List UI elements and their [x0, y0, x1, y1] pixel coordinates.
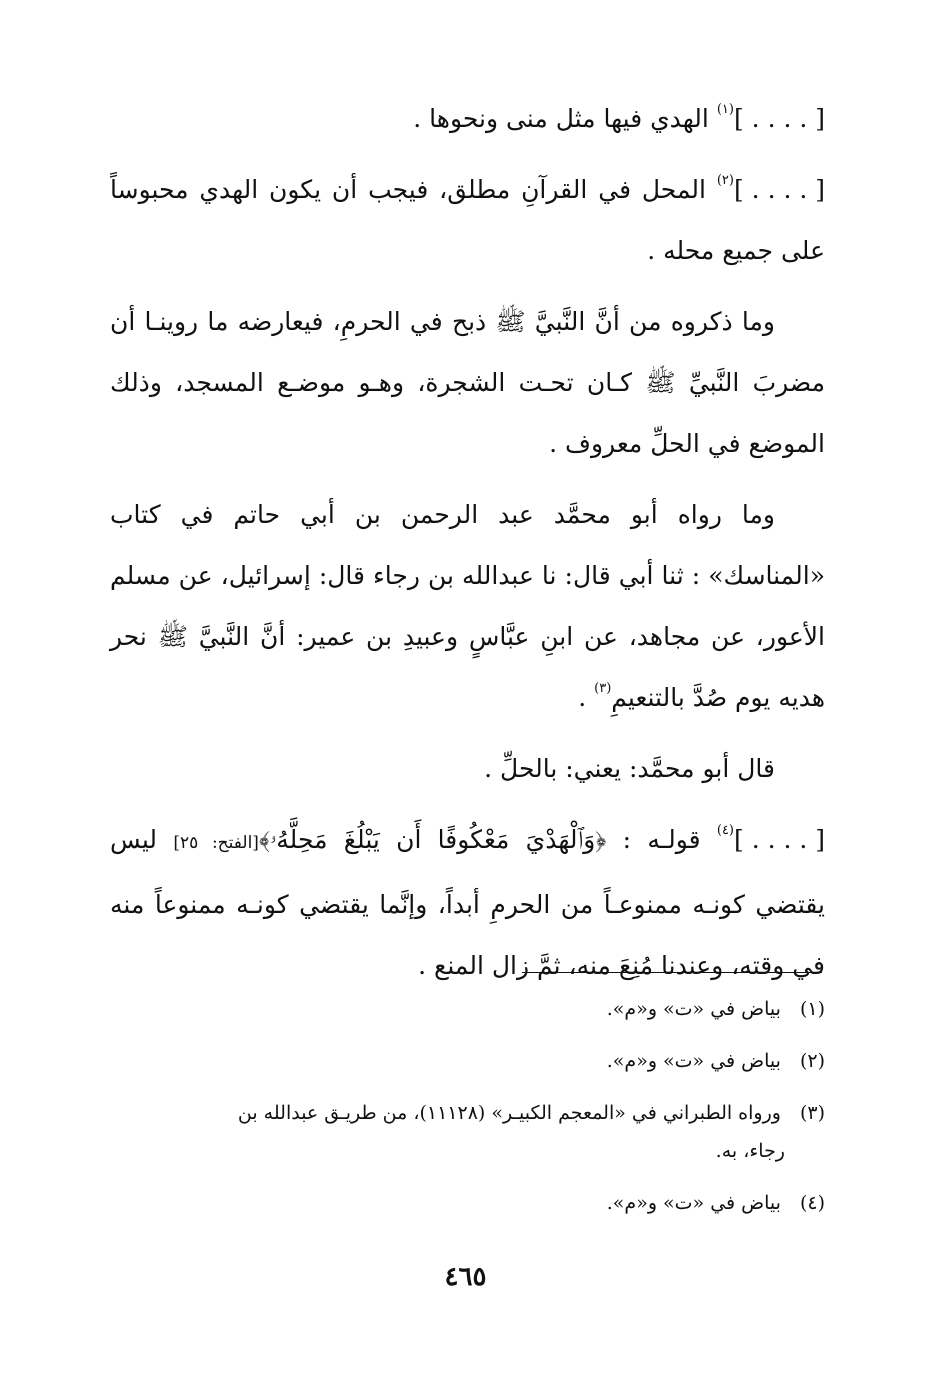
- paragraph-1: [110, 88, 825, 149]
- footnote-divider: [522, 972, 822, 973]
- paragraph-text: قال أبو محمَّد: يعني: بالحلِّ .: [484, 754, 775, 783]
- paragraph-text: ليس يقتضي كونـه ممنوعـاً من الحرمِ أبداً، وإنَّما يقتضي كونـه ممنوعاً منه في وقته، وعندنا مُنِعَ منه، ثمَّ زال المنع .: [110, 825, 825, 980]
- page-body: [110, 88, 825, 1006]
- paragraph-2: [110, 159, 825, 281]
- footnote-continuation: رجاء، به.: [715, 1140, 785, 1162]
- footnote-text: بياض في «ت» و«م».: [606, 1192, 781, 1214]
- footnote-number: (٤): [799, 1192, 825, 1214]
- paragraph-text: المحل في القرآنِ مطلق، فيجب أن يكون الهدي محبوساً على جميع محله .: [110, 175, 825, 265]
- paragraph-5: [110, 738, 825, 799]
- footnote-number: (٢): [799, 1050, 825, 1072]
- footnote-text: بياض في «ت» و«م».: [606, 998, 781, 1020]
- footnote-ref-4[interactable]: (٤): [716, 823, 734, 838]
- paragraph-text: وما ذكروه من أنَّ النَّبيَّ ﷺ ذبح في الحرمِ، فيعارضه ما روينـا أن مضربَ النَّبيِّ ﷺ كـان تحـت الشجرة، وهـو موضـع المسجد، وذلك الموضع في الحلِّ معروف .: [110, 307, 825, 458]
- page-number: ٤٦٥: [444, 1262, 487, 1292]
- lacuna-marker: [ . . . . ]: [733, 175, 825, 204]
- paragraph-6: [110, 809, 825, 996]
- paragraph-text: وما رواه أبو محمَّد عبد الرحمن بن أبي حاتم في كتاب «المناسك» : ثنا أبي قال: نا عبدالله بن رجاء قال: إسرائيل، عن مسلم الأعور، عن مجاهد، عن ابنِ عبَّاسٍ وعبيدِ بن عمير: أنَّ النَّبيَّ ﷺ نحر هديه يوم صُدَّ بالتنعيمِ: [110, 500, 825, 712]
- footnote-ref-1[interactable]: (١): [716, 102, 734, 117]
- footnote-ref-3[interactable]: (٣): [594, 681, 612, 696]
- footnote-text: ورواه الطبراني في «المعجم الكبيـر» (١١١٢٨)، من طريـق عبدالله بن: [237, 1102, 781, 1124]
- paragraph-text: الهدي فيها مثل منى ونحوها .: [413, 104, 709, 133]
- footnotes: [110, 990, 825, 1236]
- footnote-number: (٣): [799, 1102, 825, 1124]
- footnote-2: [110, 1042, 825, 1080]
- footnote-4: [110, 1184, 825, 1222]
- paragraph-4: [110, 484, 825, 728]
- lacuna-marker: [ . . . . ]: [733, 104, 825, 133]
- footnote-3: [110, 1094, 825, 1170]
- paragraph-lead: قولـه :: [622, 825, 701, 854]
- footnote-ref-2[interactable]: (٢): [716, 173, 734, 188]
- footnote-1: [110, 990, 825, 1028]
- verse-reference: [الفتح: ٢٥]: [173, 833, 259, 853]
- footnote-number: (١): [799, 998, 825, 1020]
- paragraph-3: [110, 291, 825, 474]
- paragraph-end: .: [578, 683, 587, 712]
- quran-verse: ﴿وَٱلْهَدْيَ مَعْكُوفًا أَن يَبْلُغَ مَحِلَّهُۥ﴾: [258, 825, 607, 854]
- footnote-text: بياض في «ت» و«م».: [606, 1050, 781, 1072]
- lacuna-marker: [ . . . . ]: [734, 825, 826, 854]
